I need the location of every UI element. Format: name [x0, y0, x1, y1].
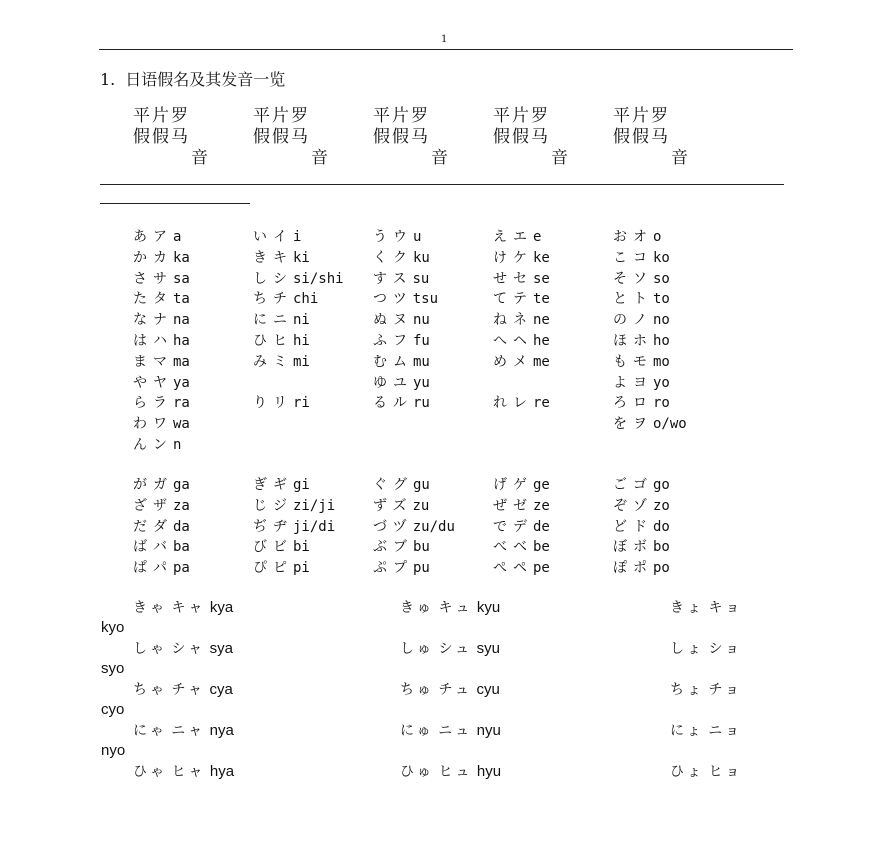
kana-pair: むム: [373, 353, 413, 370]
romaji: bu: [413, 539, 430, 556]
kana-pair: もモ: [613, 353, 653, 370]
romaji: hi: [293, 333, 310, 349]
seion-cell: [613, 227, 661, 247]
katakana-yoon: キョ: [708, 600, 743, 616]
kana-pair: たタ: [133, 291, 173, 308]
header-line-1: 平片罗: [493, 106, 550, 126]
dakuon-cell: [373, 517, 455, 537]
romaji: bi: [293, 539, 310, 556]
yoon-cell: [400, 762, 501, 782]
header-line-3: 音: [431, 148, 450, 168]
seion-cell: [613, 331, 670, 351]
hiragana-yoon: きゅ: [400, 600, 434, 616]
romaji: e: [533, 229, 542, 245]
short-rule: [100, 203, 250, 204]
hiragana-yoon: きょ: [670, 600, 704, 616]
kana-pair: ぴピ: [253, 560, 293, 577]
kana-pair: ろロ: [613, 395, 653, 412]
dakuon-cell: [133, 517, 190, 537]
romaji: su: [412, 270, 430, 287]
romaji: i: [293, 229, 302, 245]
kana-pair: ぱパ: [133, 560, 173, 577]
romaji: sya: [209, 640, 233, 657]
hiragana-yoon: にょ: [670, 723, 704, 739]
seion-cell: [613, 352, 670, 372]
seion-cell: [493, 227, 541, 247]
header-line-2: 假假马: [493, 127, 550, 147]
seion-cell: [133, 435, 181, 455]
seion-cell: [253, 248, 310, 268]
yoon-cell: [400, 680, 500, 700]
seion-cell: [373, 310, 430, 330]
kana-pair: はハ: [133, 333, 173, 349]
kana-pair: んン: [133, 437, 173, 453]
katakana-yoon: ヒュ: [438, 764, 473, 780]
seion-cell: [373, 289, 438, 309]
romaji: mu: [413, 353, 430, 370]
kana-pair: をヲ: [613, 416, 653, 433]
katakana-yoon: ニャ: [171, 723, 206, 739]
hiragana-yoon: きゃ: [133, 600, 167, 616]
katakana-yoon: シャ: [171, 641, 206, 657]
yoon-cell: [670, 762, 742, 782]
romaji: wa: [173, 416, 190, 433]
kana-pair: わワ: [133, 416, 173, 433]
kana-pair: とト: [613, 291, 653, 308]
hiragana-yoon: ひゃ: [133, 764, 167, 780]
seion-cell: [373, 269, 429, 289]
seion-cell: [373, 331, 430, 351]
katakana-yoon: チャ: [171, 682, 206, 698]
katakana-yoon: キュ: [438, 600, 473, 616]
kana-pair: せセ: [493, 270, 533, 287]
kana-pair: のノ: [613, 312, 653, 329]
seion-cell: [613, 414, 687, 434]
romaji: ya: [173, 374, 190, 391]
kana-pair: びビ: [253, 539, 293, 556]
yoon-cell: [133, 598, 233, 618]
header-line-3: 音: [311, 148, 330, 168]
kana-pair: みミ: [253, 353, 293, 370]
romaji: pi: [293, 560, 310, 577]
romaji: o: [653, 229, 662, 245]
hiragana-yoon: ちゃ: [133, 682, 167, 698]
seion-cell: [133, 331, 190, 351]
romaji: cyu: [476, 681, 500, 698]
romaji: re: [533, 395, 550, 412]
romaji: ga: [173, 477, 190, 493]
katakana-yoon: シュ: [438, 641, 473, 657]
seion-cell: [133, 269, 190, 289]
header-line-2: 假假马: [373, 127, 430, 147]
romaji: ri: [293, 395, 310, 412]
seion-cell: [373, 393, 430, 413]
dakuon-cell: [253, 475, 310, 495]
hiragana-yoon: しょ: [670, 641, 704, 657]
seion-cell: [253, 269, 344, 289]
katakana-yoon: ヒョ: [708, 764, 743, 780]
romaji: a: [173, 229, 182, 245]
romaji: mo: [653, 353, 670, 370]
kana-pair: ぞゾ: [613, 497, 653, 514]
wrapped-romaji: nyo: [101, 742, 126, 759]
kana-pair: やヤ: [133, 374, 173, 391]
kana-pair: へヘ: [493, 333, 533, 349]
seion-cell: [373, 248, 430, 268]
header-line-2: 假假马: [133, 127, 190, 147]
romaji: hya: [209, 763, 235, 780]
kana-pair: がガ: [133, 477, 173, 493]
seion-cell: [373, 352, 430, 372]
kana-pair: おオ: [613, 229, 653, 245]
yoon-cell: [133, 639, 233, 659]
table-header-rule: [100, 184, 784, 185]
dakuon-cell: [373, 475, 430, 495]
romaji: ma: [173, 353, 190, 370]
kana-pair: ひヒ: [253, 333, 293, 349]
section-title: 日语假名及其发音一览: [125, 70, 286, 89]
kana-pair: くク: [373, 249, 413, 266]
kana-pair: ぶブ: [373, 539, 413, 556]
kana-pair: しシ: [253, 270, 293, 287]
romaji: ni: [293, 312, 310, 329]
header-line-1: 平片罗: [613, 106, 670, 126]
section-number: 1.: [100, 70, 116, 89]
dakuon-cell: [613, 517, 670, 537]
kana-pair: ぺペ: [493, 560, 533, 577]
romaji: ka: [173, 249, 190, 266]
hiragana-yoon: ひゅ: [400, 764, 434, 780]
kana-pair: ぼボ: [613, 539, 653, 556]
romaji: n: [173, 437, 182, 453]
kana-pair: あア: [133, 229, 173, 245]
header-rule: [99, 49, 793, 50]
romaji: zo: [653, 497, 670, 514]
hiragana-yoon: にゅ: [400, 723, 434, 739]
kana-pair: ねネ: [493, 312, 533, 329]
romaji: o/wo: [653, 416, 687, 433]
seion-cell: [613, 269, 670, 289]
kana-pair: りリ: [253, 395, 293, 412]
katakana-yoon: キャ: [171, 600, 206, 616]
dakuon-cell: [133, 496, 190, 516]
romaji: yo: [653, 374, 670, 391]
romaji: po: [653, 560, 670, 577]
kana-pair: ぽポ: [613, 560, 653, 577]
dakuon-cell: [493, 475, 550, 495]
seion-cell: [493, 393, 550, 413]
romaji: si/shi: [293, 270, 344, 287]
hiragana-yoon: ちょ: [670, 682, 704, 698]
seion-cell: [613, 310, 670, 330]
yoon-cell: [670, 598, 742, 618]
kana-pair: かカ: [133, 249, 173, 266]
kana-pair: けケ: [493, 249, 533, 266]
yoon-cell: [400, 639, 500, 659]
romaji: ke: [533, 249, 550, 266]
dakuon-cell: [613, 496, 670, 516]
seion-cell: [493, 248, 550, 268]
dakuon-cell: [493, 558, 550, 578]
kana-pair: えエ: [493, 229, 533, 245]
dakuon-cell: [493, 517, 550, 537]
kana-pair: どド: [613, 518, 653, 535]
kana-pair: めメ: [493, 353, 533, 370]
romaji: ru: [413, 395, 430, 412]
dakuon-cell: [253, 517, 335, 537]
romaji: pe: [533, 560, 550, 577]
seion-cell: [133, 393, 190, 413]
kana-pair: げゲ: [493, 477, 533, 493]
seion-cell: [133, 310, 190, 330]
seion-cell: [133, 352, 190, 372]
kana-pair: ぎギ: [253, 477, 293, 493]
romaji: nu: [413, 312, 430, 329]
kana-pair: まマ: [133, 353, 173, 370]
kana-pair: すス: [373, 270, 413, 287]
romaji: ko: [653, 249, 670, 266]
yoon-cell: [133, 762, 234, 782]
kana-pair: べベ: [493, 539, 533, 556]
seion-cell: [133, 414, 190, 434]
romaji: go: [653, 477, 670, 493]
romaji: ji/di: [293, 518, 336, 535]
dakuon-cell: [493, 537, 550, 557]
romaji: da: [173, 518, 190, 535]
kana-pair: うウ: [373, 229, 413, 245]
kana-pair: づヅ: [373, 518, 413, 535]
romaji: pu: [413, 560, 430, 577]
romaji: na: [173, 312, 190, 329]
dakuon-cell: [613, 537, 670, 557]
seion-cell: [613, 289, 670, 309]
seion-cell: [253, 393, 310, 413]
dakuon-cell: [493, 496, 550, 516]
kana-pair: てテ: [493, 291, 533, 308]
dakuon-cell: [133, 475, 190, 495]
romaji: gu: [413, 477, 430, 493]
romaji: ro: [653, 395, 670, 412]
kana-pair: ぷプ: [373, 560, 413, 577]
kana-pair: なナ: [133, 312, 173, 329]
romaji: bo: [653, 539, 670, 556]
header-line-3: 音: [671, 148, 690, 168]
kana-pair: ごゴ: [613, 477, 653, 493]
seion-cell: [373, 373, 430, 393]
kana-pair: ぜゼ: [493, 497, 533, 514]
seion-cell: [493, 269, 550, 289]
romaji: zu/du: [412, 518, 455, 535]
romaji: ha: [173, 333, 190, 349]
section-heading: [100, 67, 285, 90]
dakuon-cell: [133, 537, 190, 557]
romaji: yu: [413, 374, 430, 391]
dakuon-cell: [373, 537, 430, 557]
romaji: ge: [533, 477, 550, 493]
romaji: nyu: [476, 722, 501, 739]
romaji: te: [533, 291, 550, 308]
dakuon-cell: [253, 558, 310, 578]
kana-pair: いイ: [253, 229, 293, 245]
kana-pair: ざザ: [133, 497, 173, 514]
wrapped-romaji: cyo: [101, 701, 125, 718]
romaji: ku: [413, 249, 430, 266]
seion-cell: [373, 227, 421, 247]
dakuon-cell: [373, 496, 429, 516]
wrapped-romaji: kyo: [101, 619, 125, 636]
katakana-yoon: ニュ: [438, 723, 473, 739]
dakuon-cell: [373, 558, 430, 578]
seion-cell: [493, 310, 550, 330]
seion-cell: [253, 289, 318, 309]
hiragana-yoon: ひょ: [670, 764, 704, 780]
seion-cell: [133, 248, 190, 268]
page-number: 1: [441, 34, 448, 45]
seion-cell: [613, 248, 670, 268]
dakuon-cell: [253, 537, 310, 557]
kana-pair: ふフ: [373, 333, 413, 349]
kana-pair: そソ: [613, 270, 653, 287]
romaji: kyu: [476, 599, 501, 616]
kana-pair: ちチ: [253, 291, 293, 308]
yoon-cell: [400, 721, 501, 741]
seion-cell: [253, 331, 310, 351]
katakana-yoon: チョ: [708, 682, 743, 698]
romaji: sa: [173, 270, 190, 287]
yoon-cell: [133, 680, 233, 700]
romaji: be: [533, 539, 550, 556]
kana-pair: れレ: [493, 395, 533, 412]
hiragana-yoon: にゃ: [133, 723, 167, 739]
romaji: hyu: [476, 763, 502, 780]
romaji: za: [173, 497, 190, 514]
romaji: ta: [173, 291, 190, 308]
katakana-yoon: チュ: [438, 682, 473, 698]
header-line-2: 假假马: [613, 127, 670, 147]
kana-pair: るル: [373, 395, 413, 412]
kana-pair: ぐグ: [373, 477, 413, 493]
yoon-cell: [400, 598, 500, 618]
yoon-cell: [670, 639, 742, 659]
header-line-1: 平片罗: [253, 106, 310, 126]
romaji: pa: [173, 560, 190, 577]
header-line-1: 平片罗: [373, 106, 430, 126]
katakana-yoon: ヒャ: [171, 764, 206, 780]
hiragana-yoon: しゃ: [133, 641, 167, 657]
romaji: ze: [533, 497, 550, 514]
romaji: gi: [293, 477, 310, 493]
seion-cell: [613, 393, 670, 413]
romaji: nya: [209, 722, 234, 739]
romaji: ho: [653, 333, 670, 349]
dakuon-cell: [613, 475, 670, 495]
kana-pair: こコ: [613, 249, 653, 266]
header-line-3: 音: [551, 148, 570, 168]
seion-cell: [133, 289, 190, 309]
hiragana-yoon: しゅ: [400, 641, 434, 657]
dakuon-cell: [133, 558, 190, 578]
kana-pair: よヨ: [613, 374, 653, 391]
kana-pair: さサ: [133, 270, 173, 287]
kana-pair: でデ: [493, 518, 533, 535]
romaji: se: [533, 270, 550, 287]
romaji: mi: [293, 353, 310, 370]
kana-pair: にニ: [253, 312, 293, 329]
kana-pair: らラ: [133, 395, 173, 412]
seion-cell: [493, 331, 550, 351]
katakana-yoon: ニョ: [708, 723, 743, 739]
romaji: no: [653, 312, 670, 329]
romaji: u: [413, 229, 422, 245]
yoon-cell: [670, 680, 742, 700]
romaji: he: [533, 333, 550, 349]
romaji: tsu: [412, 291, 439, 308]
romaji: fu: [413, 333, 430, 349]
kana-pair: ずズ: [373, 497, 413, 514]
kana-pair: ばバ: [133, 539, 173, 556]
kana-pair: きキ: [253, 249, 293, 266]
kana-pair: ゆユ: [373, 374, 413, 391]
header-line-1: 平片罗: [133, 106, 190, 126]
romaji: cya: [209, 681, 233, 698]
romaji: zu: [412, 497, 430, 514]
romaji: ne: [533, 312, 550, 329]
seion-cell: [253, 352, 310, 372]
romaji: to: [653, 291, 670, 308]
header-line-2: 假假马: [253, 127, 310, 147]
romaji: kya: [209, 599, 234, 616]
seion-cell: [133, 373, 190, 393]
romaji: chi: [293, 291, 319, 308]
romaji: me: [533, 353, 550, 370]
kana-pair: ぢヂ: [253, 518, 293, 535]
romaji: so: [653, 270, 670, 287]
romaji: do: [653, 518, 670, 535]
seion-cell: [493, 352, 550, 372]
dakuon-cell: [253, 496, 335, 516]
romaji: de: [533, 518, 550, 535]
katakana-yoon: ショ: [708, 641, 743, 657]
romaji: ra: [173, 395, 190, 412]
seion-cell: [253, 227, 301, 247]
seion-cell: [493, 289, 550, 309]
dakuon-cell: [613, 558, 670, 578]
wrapped-romaji: syo: [101, 660, 125, 677]
kana-pair: だダ: [133, 518, 173, 535]
kana-pair: つツ: [373, 291, 413, 308]
yoon-cell: [133, 721, 234, 741]
kana-pair: ほホ: [613, 333, 653, 349]
seion-cell: [133, 227, 181, 247]
romaji: zi/ji: [293, 497, 336, 514]
seion-cell: [253, 310, 310, 330]
romaji: ba: [173, 539, 190, 556]
header-line-3: 音: [191, 148, 210, 168]
seion-cell: [613, 373, 670, 393]
kana-pair: じジ: [253, 497, 293, 514]
yoon-cell: [670, 721, 742, 741]
kana-pair: ぬヌ: [373, 312, 413, 329]
romaji: syu: [476, 640, 500, 657]
romaji: ki: [293, 249, 310, 266]
hiragana-yoon: ちゅ: [400, 682, 434, 698]
